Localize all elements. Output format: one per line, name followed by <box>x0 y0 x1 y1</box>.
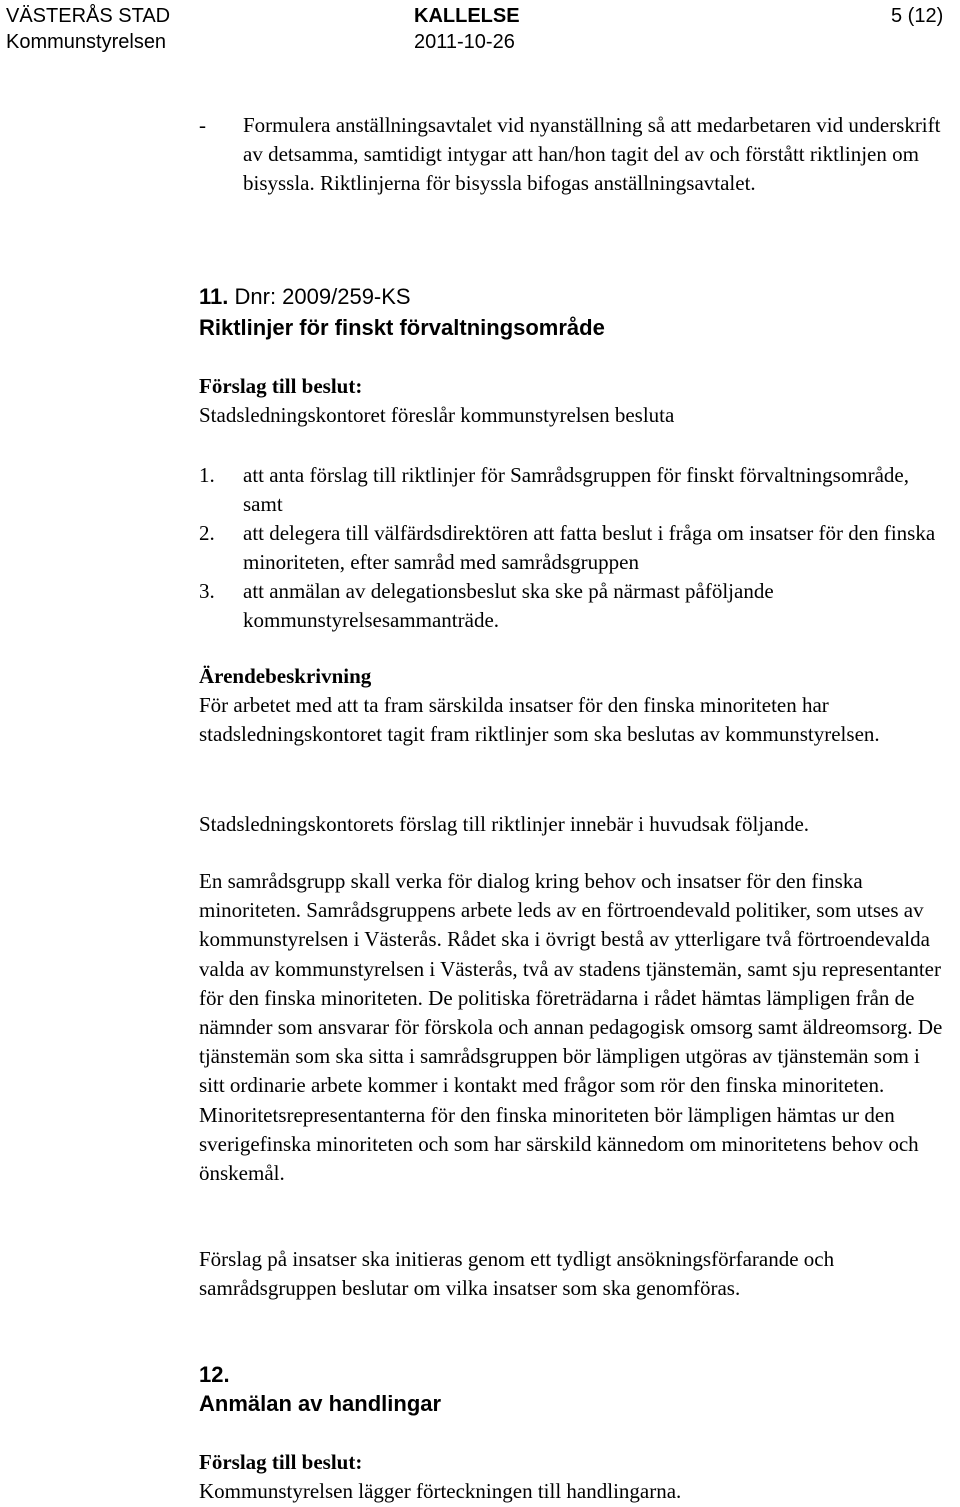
item-11-dnr: Dnr: 2009/259-KS <box>234 284 411 309</box>
page-number: 5 (12) <box>891 5 944 27</box>
item-11-proposal-intro: Stadsledningskontoret föreslår kommunstyrelsen besluta <box>199 403 675 427</box>
description-paragraph-2: Stadsledningskontorets förslag till riktlinjer innebär i huvudsak följande. <box>199 812 810 836</box>
item-12-title: Anmälan av handlingar <box>199 1391 442 1416</box>
department-name: Kommunstyrelsen <box>6 31 167 53</box>
description-heading: Ärendebeskrivning <box>199 664 372 688</box>
item-12-number: 12. <box>199 1362 230 1387</box>
item-12-proposal-text: Kommunstyrelsen lägger förteckningen till handlingarna. <box>199 1479 682 1503</box>
item-12-proposal-heading: Förslag till beslut: <box>199 1450 363 1474</box>
bullet-dash: - <box>199 113 206 137</box>
document-date: 2011-10-26 <box>414 31 515 53</box>
point-1-number: 1. <box>199 463 215 487</box>
item-11-heading <box>199 282 411 312</box>
description-paragraph-4: Förslag på insatser ska initieras genom ett tydligt ansökningsförfarande och samrådsgruppen beslutar om vilka insatser som ska genomföras. <box>199 1247 835 1301</box>
bullet-text: Formulera anställningsavtalet vid nyanställning så att medarbetaren vid underskrift av detsamma, samtidigt intygar att han/hon tagit del av och förstått riktlinjen om bisyssla. Riktlinjerna för bisyssla bifogas anställningsavtalet. <box>243 113 941 195</box>
point-3-number: 3. <box>199 579 215 603</box>
org-name: VÄSTERÅS STAD <box>6 5 171 27</box>
item-11-title: Riktlinjer för finskt förvaltningsområde <box>199 315 605 340</box>
point-3-text: att anmälan av delegationsbeslut ska ske på närmast påföljande kommunstyrelsesammanträde. <box>243 579 774 632</box>
document-type: KALLELSE <box>414 5 520 27</box>
description-paragraph-3: En samrådsgrupp skall verka för dialog kring behov och insatser för den finska minoriteten. Samrådsgruppens arbete leds av en förtroendevald politiker, som utses av kommunstyrelsen i Västerås. Rådet ska i övrigt bestå av ytterligare två förtroendevalda valda av kommunstyrelsen i Västerås, två av stadens tjänstemän, samt sju representanter för den finska minoriteten. De politiska företrädarna i rådet hämtas lämpligen från de nämnder som ansvarar för förskola och annan pedagogisk omsorg samt äldreomsorg. De tjänstemän som ska sitta i samrådsgruppen bör lämpligen utgöras av tjänstemän som i sitt ordinarie arbete kommer i kontakt med frågor som rör den finska minoriteten. Minoritetsrepresentanterna för den finska minoriteten bör lämpligen hämtas ur den sverigefinska minoriteten och som har särskild kännedom om minoritetens behov och önskemål. <box>199 869 943 1186</box>
point-2-number: 2. <box>199 521 215 545</box>
item-11-number: 11. <box>199 284 229 309</box>
item-11-proposal-heading: Förslag till beslut: <box>199 374 363 398</box>
description-paragraph-1: För arbetet med att ta fram särskilda insatser för den finska minoriteten har stadsledningskontoret tagit fram riktlinjer som ska beslutas av kommunstyrelsen. <box>199 693 880 747</box>
point-2-text: att delegera till välfärdsdirektören att fatta beslut i fråga om insatser för den finska minoriteten, efter samråd med samrådsgruppen <box>243 521 936 574</box>
point-1-text: att anta förslag till riktlinjer för Samrådsgruppen för finskt förvaltningsområde, samt <box>243 463 909 516</box>
